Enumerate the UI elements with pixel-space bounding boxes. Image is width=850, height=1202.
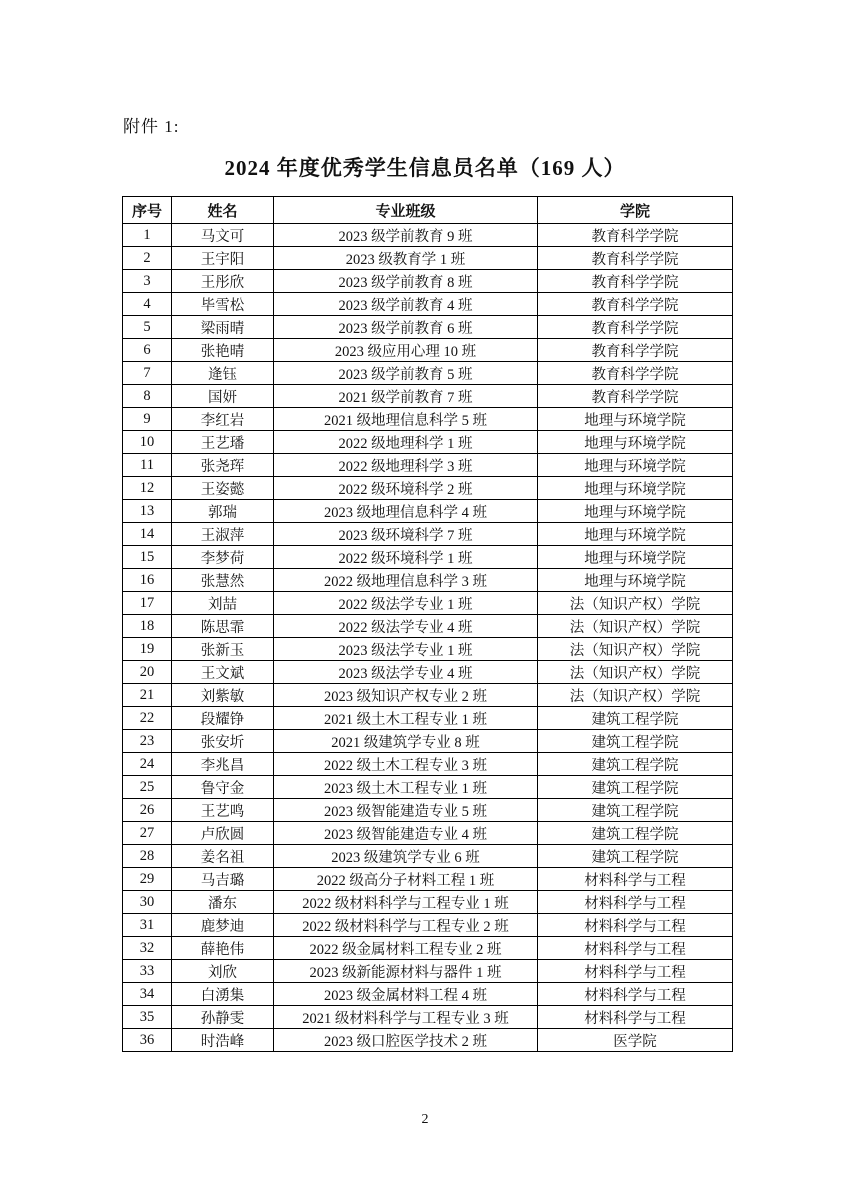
table-row — [123, 362, 733, 385]
table-cell: 2022 级地理科学 3 班 — [274, 454, 538, 477]
table-cell: 2021 级材料科学与工程专业 3 班 — [274, 1006, 538, 1029]
table-cell: 材料科学与工程 — [538, 914, 733, 937]
table-row — [123, 1029, 733, 1052]
table-cell: 2022 级地理信息科学 3 班 — [274, 569, 538, 592]
table-row — [123, 408, 733, 431]
table-cell: 2022 级材料科学与工程专业 2 班 — [274, 914, 538, 937]
table-cell: 地理与环境学院 — [538, 454, 733, 477]
table-cell: 2023 级新能源材料与器件 1 班 — [274, 960, 538, 983]
table-cell: 2021 级建筑学专业 8 班 — [274, 730, 538, 753]
table-cell: 教育科学学院 — [538, 293, 733, 316]
table-cell: 23 — [123, 730, 172, 753]
table-cell: 李红岩 — [172, 408, 274, 431]
table-cell: 张新玉 — [172, 638, 274, 661]
table-cell: 2022 级土木工程专业 3 班 — [274, 753, 538, 776]
table-row — [123, 523, 733, 546]
table-cell: 建筑工程学院 — [538, 822, 733, 845]
table-cell: 5 — [123, 316, 172, 339]
table-cell: 张艳晴 — [172, 339, 274, 362]
table-row — [123, 799, 733, 822]
table-cell: 20 — [123, 661, 172, 684]
table-cell: 36 — [123, 1029, 172, 1052]
table-cell: 2023 级学前教育 6 班 — [274, 316, 538, 339]
table-cell: 8 — [123, 385, 172, 408]
table-cell: 2023 级环境科学 7 班 — [274, 523, 538, 546]
header-name: 姓名 — [172, 197, 274, 224]
table-cell: 2023 级土木工程专业 1 班 — [274, 776, 538, 799]
table-row — [123, 730, 733, 753]
table-cell: 卢欣圆 — [172, 822, 274, 845]
table-cell: 白湧集 — [172, 983, 274, 1006]
table-row — [123, 845, 733, 868]
table-cell: 2023 级建筑学专业 6 班 — [274, 845, 538, 868]
table-cell: 材料科学与工程 — [538, 868, 733, 891]
table-cell: 王文斌 — [172, 661, 274, 684]
table-row — [123, 592, 733, 615]
table-row — [123, 983, 733, 1006]
table-row — [123, 270, 733, 293]
table-cell: 2023 级地理信息科学 4 班 — [274, 500, 538, 523]
header-college: 学院 — [538, 197, 733, 224]
table-cell: 2022 级地理科学 1 班 — [274, 431, 538, 454]
table-cell: 27 — [123, 822, 172, 845]
table-cell: 教育科学学院 — [538, 385, 733, 408]
table-cell: 22 — [123, 707, 172, 730]
table-cell: 材料科学与工程 — [538, 983, 733, 1006]
table-cell: 2022 级高分子材料工程 1 班 — [274, 868, 538, 891]
table-row — [123, 247, 733, 270]
table-cell: 梁雨晴 — [172, 316, 274, 339]
table-row — [123, 454, 733, 477]
table-row — [123, 224, 733, 247]
table-cell: 19 — [123, 638, 172, 661]
table-cell: 2023 级智能建造专业 4 班 — [274, 822, 538, 845]
table-cell: 2021 级地理信息科学 5 班 — [274, 408, 538, 431]
table-cell: 刘喆 — [172, 592, 274, 615]
table-cell: 2022 级环境科学 1 班 — [274, 546, 538, 569]
table-cell: 张安圻 — [172, 730, 274, 753]
table-cell: 郭瑞 — [172, 500, 274, 523]
table-cell: 鲁守金 — [172, 776, 274, 799]
table-cell: 材料科学与工程 — [538, 960, 733, 983]
table-cell: 2023 级金属材料工程 4 班 — [274, 983, 538, 1006]
table-cell: 材料科学与工程 — [538, 937, 733, 960]
table-cell: 14 — [123, 523, 172, 546]
table-cell: 建筑工程学院 — [538, 845, 733, 868]
table-row — [123, 1006, 733, 1029]
table-cell: 2022 级法学专业 4 班 — [274, 615, 538, 638]
table-row — [123, 615, 733, 638]
table-cell: 34 — [123, 983, 172, 1006]
table-cell: 9 — [123, 408, 172, 431]
table-cell: 陈思霏 — [172, 615, 274, 638]
table-cell: 31 — [123, 914, 172, 937]
table-cell: 7 — [123, 362, 172, 385]
table-cell: 时浩峰 — [172, 1029, 274, 1052]
table-cell: 28 — [123, 845, 172, 868]
table-cell: 毕雪松 — [172, 293, 274, 316]
table-row — [123, 385, 733, 408]
table-cell: 国妍 — [172, 385, 274, 408]
table-row — [123, 822, 733, 845]
table-cell: 1 — [123, 224, 172, 247]
table-cell: 2022 级法学专业 1 班 — [274, 592, 538, 615]
table-cell: 王艺璠 — [172, 431, 274, 454]
table-cell: 25 — [123, 776, 172, 799]
table-cell: 2023 级应用心理 10 班 — [274, 339, 538, 362]
table-cell: 11 — [123, 454, 172, 477]
table-row — [123, 569, 733, 592]
table-cell: 王宇阳 — [172, 247, 274, 270]
table-cell: 2023 级学前教育 8 班 — [274, 270, 538, 293]
table-cell: 法（知识产权）学院 — [538, 661, 733, 684]
table-cell: 建筑工程学院 — [538, 776, 733, 799]
table-cell: 教育科学学院 — [538, 339, 733, 362]
table-cell: 刘欣 — [172, 960, 274, 983]
table-cell: 2023 级教育学 1 班 — [274, 247, 538, 270]
table-row — [123, 776, 733, 799]
table-cell: 26 — [123, 799, 172, 822]
table-cell: 法（知识产权）学院 — [538, 615, 733, 638]
table-cell: 张尧珲 — [172, 454, 274, 477]
table-row — [123, 661, 733, 684]
table-cell: 王淑萍 — [172, 523, 274, 546]
table-row — [123, 293, 733, 316]
table-cell: 张慧然 — [172, 569, 274, 592]
student-table-body — [123, 224, 733, 1052]
table-row — [123, 684, 733, 707]
table-cell: 逄钰 — [172, 362, 274, 385]
table-cell: 王姿懿 — [172, 477, 274, 500]
table-cell: 地理与环境学院 — [538, 431, 733, 454]
table-row — [123, 891, 733, 914]
table-row — [123, 868, 733, 891]
table-row — [123, 960, 733, 983]
table-cell: 13 — [123, 500, 172, 523]
table-row — [123, 546, 733, 569]
table-cell: 潘东 — [172, 891, 274, 914]
table-cell: 2023 级知识产权专业 2 班 — [274, 684, 538, 707]
table-cell: 孙静雯 — [172, 1006, 274, 1029]
table-cell: 材料科学与工程 — [538, 891, 733, 914]
table-cell: 24 — [123, 753, 172, 776]
table-cell: 教育科学学院 — [538, 316, 733, 339]
attachment-label: 附件 1: — [123, 117, 180, 136]
table-cell: 鹿梦迪 — [172, 914, 274, 937]
table-cell: 地理与环境学院 — [538, 408, 733, 431]
table-cell: 6 — [123, 339, 172, 362]
table-row — [123, 339, 733, 362]
table-cell: 29 — [123, 868, 172, 891]
table-cell: 马吉璐 — [172, 868, 274, 891]
student-table — [122, 196, 733, 1052]
table-cell: 地理与环境学院 — [538, 500, 733, 523]
table-cell: 2023 级口腔医学技术 2 班 — [274, 1029, 538, 1052]
table-header-row — [123, 197, 733, 224]
table-cell: 2 — [123, 247, 172, 270]
table-cell: 16 — [123, 569, 172, 592]
table-cell: 李梦荷 — [172, 546, 274, 569]
table-cell: 33 — [123, 960, 172, 983]
table-cell: 王艺鸣 — [172, 799, 274, 822]
table-cell: 2023 级学前教育 9 班 — [274, 224, 538, 247]
page-title: 2024 年度优秀学生信息员名单（169 人） — [224, 156, 626, 180]
table-row — [123, 753, 733, 776]
table-cell: 医学院 — [538, 1029, 733, 1052]
table-cell: 2023 级法学专业 4 班 — [274, 661, 538, 684]
table-cell: 21 — [123, 684, 172, 707]
table-cell: 2023 级学前教育 5 班 — [274, 362, 538, 385]
table-cell: 地理与环境学院 — [538, 477, 733, 500]
table-cell: 15 — [123, 546, 172, 569]
table-cell: 32 — [123, 937, 172, 960]
table-row — [123, 431, 733, 454]
page-number: 2 — [421, 1112, 429, 1127]
table-cell: 段耀铮 — [172, 707, 274, 730]
table-cell: 地理与环境学院 — [538, 546, 733, 569]
table-row — [123, 638, 733, 661]
table-cell: 地理与环境学院 — [538, 569, 733, 592]
table-cell: 3 — [123, 270, 172, 293]
table-cell: 法（知识产权）学院 — [538, 684, 733, 707]
table-row — [123, 477, 733, 500]
table-cell: 18 — [123, 615, 172, 638]
table-cell: 建筑工程学院 — [538, 707, 733, 730]
table-cell: 10 — [123, 431, 172, 454]
table-cell: 2023 级学前教育 4 班 — [274, 293, 538, 316]
table-cell: 教育科学学院 — [538, 362, 733, 385]
table-cell: 刘紫敏 — [172, 684, 274, 707]
table-cell: 12 — [123, 477, 172, 500]
table-cell: 建筑工程学院 — [538, 753, 733, 776]
table-cell: 教育科学学院 — [538, 247, 733, 270]
table-cell: 2023 级智能建造专业 5 班 — [274, 799, 538, 822]
header-index: 序号 — [123, 197, 172, 224]
table-cell: 法（知识产权）学院 — [538, 638, 733, 661]
table-cell: 教育科学学院 — [538, 270, 733, 293]
table-row — [123, 707, 733, 730]
table-cell: 王彤欣 — [172, 270, 274, 293]
table-cell: 法（知识产权）学院 — [538, 592, 733, 615]
table-cell: 2021 级土木工程专业 1 班 — [274, 707, 538, 730]
table-cell: 姜名祖 — [172, 845, 274, 868]
table-cell: 35 — [123, 1006, 172, 1029]
table-cell: 李兆昌 — [172, 753, 274, 776]
table-cell: 建筑工程学院 — [538, 730, 733, 753]
table-cell: 2022 级金属材料工程专业 2 班 — [274, 937, 538, 960]
table-cell: 2022 级材料科学与工程专业 1 班 — [274, 891, 538, 914]
table-cell: 材料科学与工程 — [538, 1006, 733, 1029]
table-cell: 2021 级学前教育 7 班 — [274, 385, 538, 408]
table-row — [123, 316, 733, 339]
table-cell: 马文可 — [172, 224, 274, 247]
table-cell: 薛艳伟 — [172, 937, 274, 960]
table-cell: 地理与环境学院 — [538, 523, 733, 546]
table-cell: 30 — [123, 891, 172, 914]
table-row — [123, 500, 733, 523]
header-class: 专业班级 — [274, 197, 538, 224]
table-cell: 教育科学学院 — [538, 224, 733, 247]
table-cell: 2022 级环境科学 2 班 — [274, 477, 538, 500]
table-cell: 17 — [123, 592, 172, 615]
table-row — [123, 937, 733, 960]
table-cell: 2023 级法学专业 1 班 — [274, 638, 538, 661]
table-row — [123, 914, 733, 937]
table-cell: 4 — [123, 293, 172, 316]
table-cell: 建筑工程学院 — [538, 799, 733, 822]
